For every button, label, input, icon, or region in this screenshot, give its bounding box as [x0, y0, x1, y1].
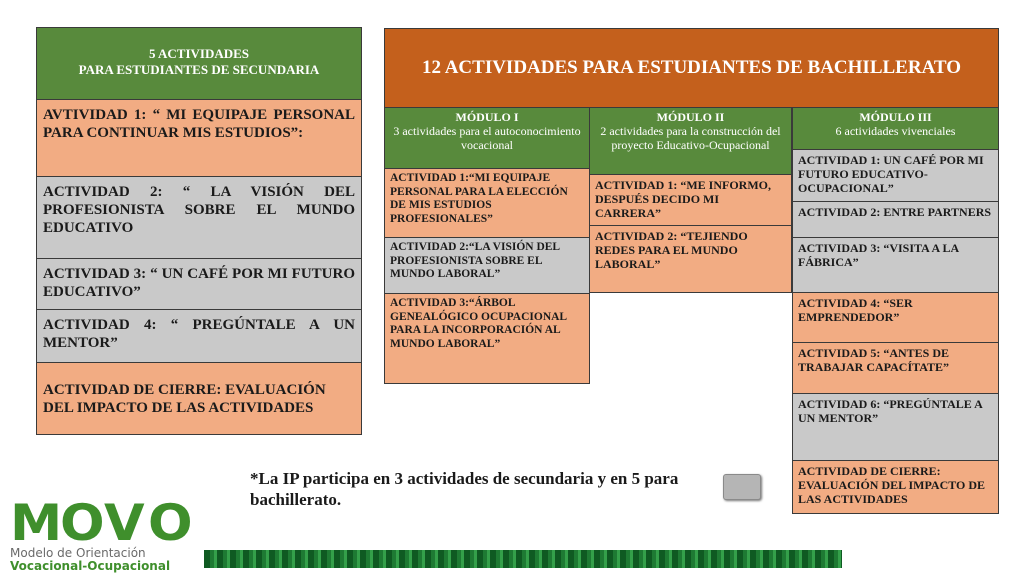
- modulo-1-title: MÓDULO I: [455, 110, 519, 124]
- modulo-3-activity-6: ACTIVIDAD 6: “PREGÚNTALE A UN MENTOR”: [792, 393, 999, 461]
- bachillerato-header-text: 12 ACTIVIDADES PARA ESTUDIANTES DE BACHILLERATO: [422, 57, 961, 78]
- modulo-1-subtitle: 3 actividades para el autoconocimiento vocacional: [393, 124, 581, 152]
- secundaria-header: [36, 27, 362, 100]
- logo-subtitle-1: Modelo de Orientación: [10, 546, 146, 560]
- movo-logo: [10, 494, 196, 552]
- modulo-2-activity-2: ACTIVIDAD 2: “TEJIENDO REDES PARA EL MUNDO LABORAL”: [589, 225, 792, 293]
- logo-letter-v: V: [104, 494, 145, 552]
- modulo-3-title: MÓDULO III: [859, 110, 932, 124]
- secundaria-closing-activity: ACTIVIDAD DE CIERRE: EVALUACIÓN DEL IMPACTO DE LAS ACTIVIDADES: [36, 362, 362, 435]
- secundaria-activity-2: ACTIVIDAD 2: “ LA VISIÓN DEL PROFESIONISTA SOBRE EL MUNDO EDUCATIVO: [36, 176, 362, 259]
- modulo-2-header: [589, 107, 792, 175]
- modulo-2-subtitle: 2 actividades para la construcción del proyecto Educativo-Ocupacional: [600, 124, 781, 152]
- secundaria-activity-1: AVTIVIDAD 1: “ MI EQUIPAJE PERSONAL PARA CONTINUAR MIS ESTUDIOS”:: [36, 99, 362, 177]
- decorative-green-stripe: [204, 550, 842, 568]
- slide-action-button[interactable]: [723, 474, 761, 500]
- modulo-3-closing-activity: ACTIVIDAD DE CIERRE: EVALUACIÓN DEL IMPACTO DE LAS ACTIVIDADES: [792, 460, 999, 514]
- logo-letter-o1: O: [60, 494, 105, 552]
- modulo-1-activity-1: ACTIVIDAD 1:“MI EQUIPAJE PERSONAL PARA LA ELECCIÓN DE MIS ESTUDIOS PROFESIONALES”: [384, 168, 590, 238]
- modulo-3-activity-4: ACTIVIDAD 4: “SER EMPRENDEDOR”: [792, 292, 999, 343]
- modulo-1-activity-3: ACTIVIDAD 3:“ÁRBOL GENEALÓGICO OCUPACIONAL PARA LA INCORPORACIÓN AL MUNDO LABORAL”: [384, 293, 590, 384]
- modulo-3-activity-1: ACTIVIDAD 1: UN CAFÉ POR MI FUTURO EDUCATIVO-OCUPACIONAL”: [792, 149, 999, 202]
- bachillerato-header: [384, 28, 999, 108]
- modulo-1-header: [384, 107, 590, 169]
- modulo-2-title: MÓDULO II: [656, 110, 725, 124]
- logo-letter-m: M: [10, 494, 63, 552]
- modulo-3-activity-5: ACTIVIDAD 5: “ANTES DE TRABAJAR CAPACÍTATE”: [792, 342, 999, 394]
- modulo-3-activity-2: ACTIVIDAD 2: ENTRE PARTNERS: [792, 201, 999, 238]
- modulo-3-header: [792, 107, 999, 150]
- modulo-3-subtitle: 6 actividades vivenciales: [835, 124, 956, 138]
- secundaria-activity-4: ACTIVIDAD 4: “ PREGÚNTALE A UN MENTOR”: [36, 309, 362, 363]
- modulo-3-activity-3: ACTIVIDAD 3: “VISITA A LA FÁBRICA”: [792, 237, 999, 293]
- logo-letter-o2: O: [148, 494, 193, 552]
- secundaria-header-line2: PARA ESTUDIANTES DE SECUNDARIA: [78, 62, 320, 77]
- logo-subtitle-2: Vocacional-Ocupacional: [10, 559, 171, 573]
- secundaria-activity-3: ACTIVIDAD 3: “ UN CAFÉ POR MI FUTURO EDUCATIVO”: [36, 258, 362, 310]
- modulo-2-activity-1: ACTIVIDAD 1: “ME INFORMO, DESPUÉS DECIDO MI CARRERA”: [589, 174, 792, 226]
- participation-note: *La IP participa en 3 actividades de secundaria y en 5 para bachillerato.: [250, 469, 679, 509]
- secundaria-header-line1: 5 ACTIVIDADES: [148, 46, 250, 61]
- modulo-1-activity-2: ACTIVIDAD 2:“LA VISIÓN DEL PROFESIONISTA SOBRE EL MUNDO LABORAL”: [384, 237, 590, 294]
